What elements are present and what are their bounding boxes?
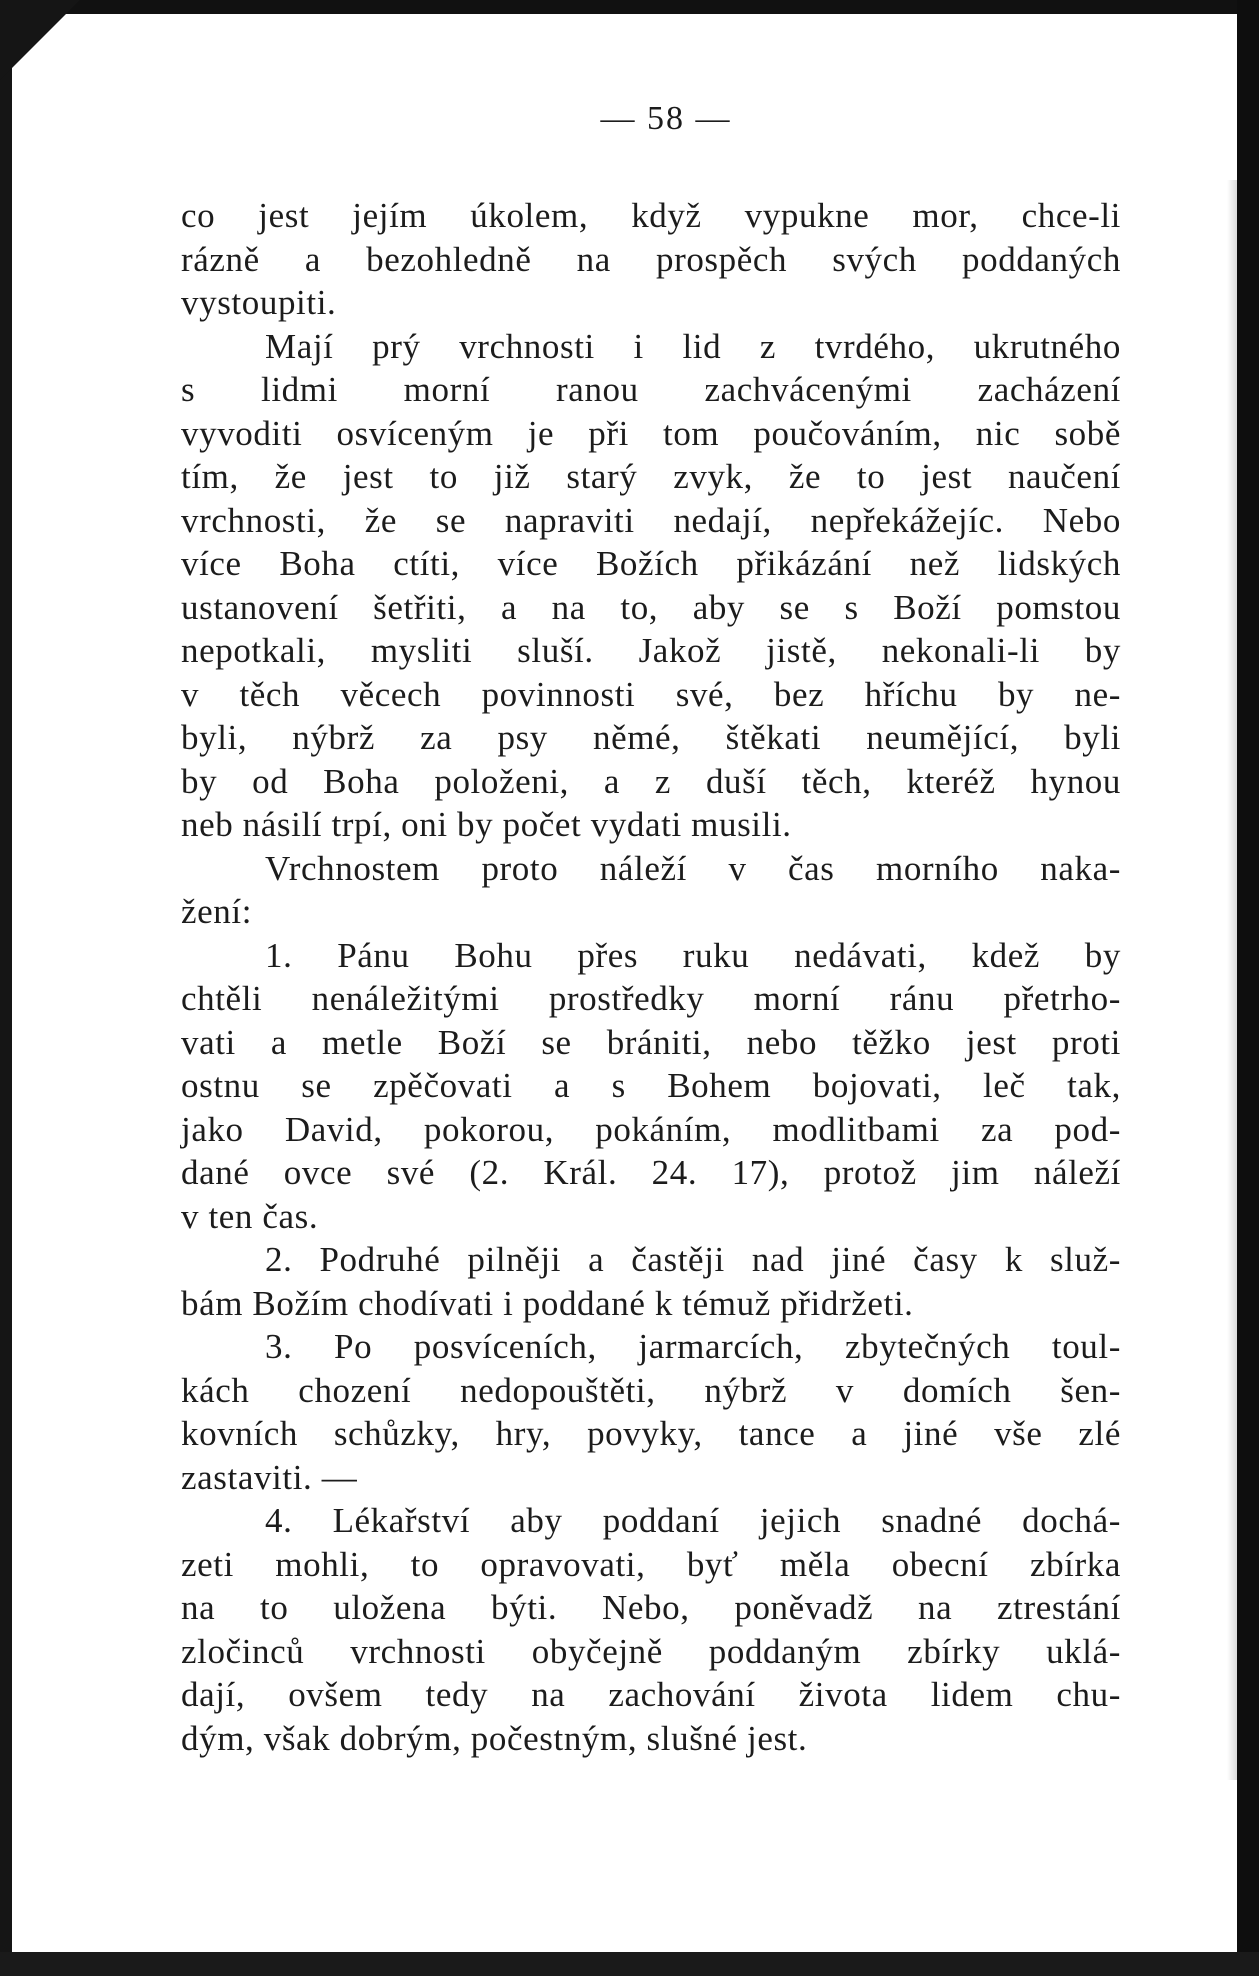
text-line: vati a metle Boží se brániti, nebo těžko jest proti xyxy=(181,1022,1121,1062)
text-line: co jest jejím úkolem, když vypukne mor, chce-li xyxy=(181,196,1121,235)
list-item xyxy=(181,934,1121,1239)
text-line: vrchnosti, že se napraviti nedají, nepřekážejíc. Nebo xyxy=(181,500,1121,540)
scan-border-bottom xyxy=(0,1952,1259,1976)
scan-border-right xyxy=(1237,0,1259,1976)
text-line: kách chození nedopouštěti, nýbrž v domích šen- xyxy=(181,1370,1121,1410)
text-line: tím, že jest to již starý zvyk, že to jest naučení xyxy=(181,457,1121,496)
text-line: dým, však dobrým, počestným, slušné jest. xyxy=(181,1718,808,1758)
list-item xyxy=(181,1238,1121,1325)
list-item xyxy=(181,1499,1121,1760)
text-line: na to uložena býti. Nebo, poněvadž na ztrestání xyxy=(181,1588,1121,1627)
scan-border-top xyxy=(0,0,1259,14)
text-line: 1. Pánu Bohu přes ruku nedávati, kdež by xyxy=(265,935,1121,975)
text-line: dají, ovšem tedy na zachování života lidem chu- xyxy=(181,1675,1121,1714)
text-line: jako David, pokorou, pokáním, modlitbami za pod- xyxy=(181,1109,1121,1149)
text-line: v těch věcech povinnosti své, bez hříchu by ne- xyxy=(181,674,1121,714)
text-line: 2. Podruhé pilněji a častěji nad jiné časy k služ- xyxy=(265,1240,1121,1279)
text-line: kovních schůzky, hry, povyky, tance a jiné vše zlé xyxy=(181,1414,1121,1453)
text-line: ustanovení šetřiti, a na to, aby se s Boží pomstou xyxy=(181,587,1121,627)
text-line: zastaviti. — xyxy=(181,1457,358,1497)
text-line: Mají prý vrchnosti i lid z tvrdého, ukrutného xyxy=(265,326,1121,366)
text-line: vystoupiti. xyxy=(181,283,337,322)
text-line: Vrchnostem proto náleží v čas morního naka- xyxy=(265,848,1121,888)
body-text xyxy=(181,194,1121,1760)
text-line: by od Boha položeni, a z duší těch, kteréž hynou xyxy=(181,761,1121,801)
text-line: více Boha ctíti, více Božích přikázání než lidských xyxy=(181,544,1121,583)
list-item xyxy=(181,1325,1121,1499)
text-line: rázně a bezohledně na prospěch svých poddaných xyxy=(181,239,1121,279)
paragraph xyxy=(181,847,1121,934)
text-line: 4. Lékařství aby poddaní jejich snadné dochá- xyxy=(265,1501,1121,1540)
text-line: ostnu se zpěčovati a s Bohem bojovati, leč tak, xyxy=(181,1066,1121,1105)
text-line: v ten čas. xyxy=(181,1196,319,1236)
text-line: zeti mohli, to opravovati, byť měla obecní zbírka xyxy=(181,1544,1121,1584)
page-number: — 58 — xyxy=(600,100,732,137)
text-line: bám Božím chodívati i poddané k témuž přidržeti. xyxy=(181,1283,914,1323)
text-line: zločinců vrchnosti obyčejně poddaným zbírky uklá- xyxy=(181,1631,1121,1671)
text-line: dané ovce své (2. Král. 24. 17), protož jim náleží xyxy=(181,1153,1121,1192)
text-line: žení: xyxy=(181,892,253,931)
page-fold-shadow xyxy=(1227,180,1237,1780)
scan-corner xyxy=(0,0,80,80)
text-line: nepotkali, mysliti sluší. Jakož jistě, nekonali-li by xyxy=(181,631,1121,670)
text-line: neb násilí trpí, oni by počet vydati musili. xyxy=(181,805,792,844)
paragraph xyxy=(181,194,1121,325)
text-line: byli, nýbrž za psy němé, štěkati neumějící, byli xyxy=(181,718,1121,757)
text-line: vyvoditi osvíceným je při tom poučováním, nic sobě xyxy=(181,413,1121,453)
book-page xyxy=(181,100,1121,1760)
text-line: 3. Po posvíceních, jarmarcích, zbytečných toul- xyxy=(265,1327,1121,1366)
text-line: s lidmi morní ranou zachvácenými zacházení xyxy=(181,370,1121,409)
text-line: chtěli nenáležitými prostředky morní ránu přetrho- xyxy=(181,979,1121,1018)
scan-border-left xyxy=(0,0,12,1976)
paragraph xyxy=(181,325,1121,847)
